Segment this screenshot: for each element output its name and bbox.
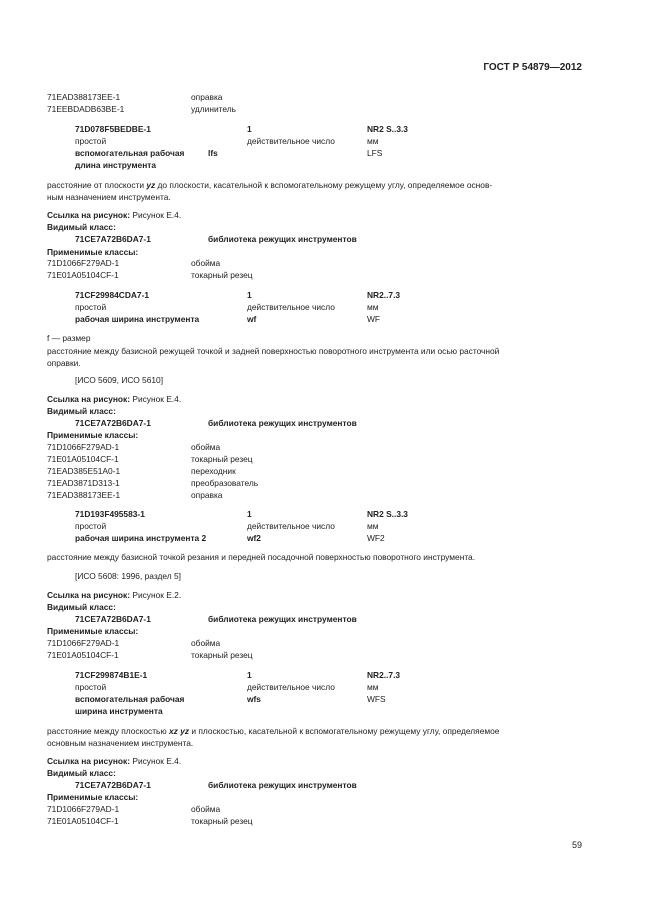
short-name: WF2 bbox=[367, 533, 385, 543]
class-code: 71E01A05104CF-1 bbox=[47, 816, 119, 826]
data-type: действительное число bbox=[247, 521, 335, 531]
class-name: оправка bbox=[191, 490, 223, 500]
visible-class-label: Видимый класс: bbox=[47, 602, 116, 612]
source-reference: [ИСО 5609, ИСО 5610] bbox=[75, 375, 164, 385]
short-name: WFS bbox=[367, 694, 386, 704]
class-name: преобразователь bbox=[191, 478, 259, 488]
unit: мм bbox=[367, 521, 379, 531]
property-code: 71CF29984CDA7-1 bbox=[75, 290, 150, 300]
class-code: 71EAD3871D313-1 bbox=[47, 478, 120, 488]
standard-header: ГОСТ Р 54879—2012 bbox=[483, 62, 582, 73]
data-type: действительное число bbox=[247, 302, 335, 312]
data-type: действительное число bbox=[247, 682, 335, 692]
visible-class-name: библиотека режущих инструментов bbox=[208, 234, 357, 244]
applicable-classes-label: Применимые классы: bbox=[47, 430, 139, 440]
preferred-symbol: wfs bbox=[247, 694, 261, 704]
property-type: простой bbox=[75, 136, 107, 146]
short-name: LFS bbox=[367, 148, 383, 158]
class-code: 71D1066F279AD-1 bbox=[47, 638, 120, 648]
class-name: токарный резец bbox=[191, 650, 253, 660]
class-code: 71E01A05104CF-1 bbox=[47, 454, 119, 464]
value-format: NR2 S..3.3 bbox=[367, 124, 408, 134]
class-name: оправка bbox=[191, 92, 223, 102]
figure-reference: Ссылка на рисунок: Рисунок Е.2. bbox=[47, 590, 182, 600]
short-name: WF bbox=[367, 314, 381, 324]
preferred-name: рабочая ширина инструмента 2 bbox=[75, 533, 207, 543]
preferred-symbol: lfs bbox=[208, 148, 218, 158]
figure-reference: Ссылка на рисунок: Рисунок Е.4. bbox=[47, 756, 182, 766]
class-name: переходник bbox=[191, 466, 236, 476]
preferred-name: вспомогательная рабочая bbox=[75, 148, 185, 158]
preferred-name: вспомогательная рабочая bbox=[75, 694, 185, 704]
property-code: 71D193F495583-1 bbox=[75, 509, 145, 519]
definition: расстояние между базисной точкой резания и передней посадочной поверхностью поворотного инструмента. bbox=[47, 552, 476, 562]
unit: мм bbox=[367, 682, 379, 692]
class-name: обойма bbox=[191, 804, 221, 814]
applicable-classes-label: Применимые классы: bbox=[47, 792, 139, 802]
note: f — размер bbox=[47, 333, 91, 343]
class-name: токарный резец bbox=[191, 454, 253, 464]
definition: расстояние между базисной режущей точкой и задней поверхностью поворотного инструмента или осью расточной оправки. bbox=[47, 346, 500, 368]
class-code: 71D1066F279AD-1 bbox=[47, 258, 120, 268]
visible-class-code: 71CE7A72B6DA7-1 bbox=[75, 234, 151, 244]
visible-class-label: Видимый класс: bbox=[47, 222, 116, 232]
unit: мм bbox=[367, 136, 379, 146]
applicable-classes-label: Применимые классы: bbox=[47, 626, 139, 636]
property-version: 1 bbox=[247, 124, 252, 134]
unit: мм bbox=[367, 302, 379, 312]
definition: расстояние от плоскости yz до плоскости, касательной к вспомогательному режущему углу, определяемое основ- ным назначением инструмента. bbox=[47, 180, 493, 202]
class-name: удлинитель bbox=[191, 104, 237, 114]
preferred-name-cont: длина инструмента bbox=[75, 160, 157, 170]
property-code: 71CF299874B1E-1 bbox=[75, 670, 148, 680]
class-name: токарный резец bbox=[191, 270, 253, 280]
class-name: токарный резец bbox=[191, 816, 253, 826]
class-code: 71EAD385E51A0-1 bbox=[47, 466, 121, 476]
data-type: действительное число bbox=[247, 136, 335, 146]
preferred-symbol: wf bbox=[247, 314, 257, 324]
class-name: обойма bbox=[191, 258, 221, 268]
definition: расстояние между плоскостью xz yz и плоскостью, касательной к вспомогательному режущему углу, определяемое основным назначением инструмента. bbox=[47, 726, 500, 748]
property-version: 1 bbox=[247, 670, 252, 680]
property-type: простой bbox=[75, 302, 107, 312]
property-code: 71D078F5BEDBE-1 bbox=[75, 124, 151, 134]
class-code: 71EAD388173EE-1 bbox=[47, 490, 121, 500]
visible-class-label: Видимый класс: bbox=[47, 768, 116, 778]
visible-class-name: библиотека режущих инструментов bbox=[208, 614, 357, 624]
class-name: обойма bbox=[191, 442, 221, 452]
visible-class-label: Видимый класс: bbox=[47, 406, 116, 416]
visible-class-code: 71CE7A72B6DA7-1 bbox=[75, 418, 151, 428]
visible-class-code: 71CE7A72B6DA7-1 bbox=[75, 614, 151, 624]
figure-reference: Ссылка на рисунок: Рисунок Е.4. bbox=[47, 210, 182, 220]
value-format: NR2..7.3 bbox=[367, 670, 401, 680]
visible-class-name: библиотека режущих инструментов bbox=[208, 418, 357, 428]
class-name: обойма bbox=[191, 638, 221, 648]
property-version: 1 bbox=[247, 509, 252, 519]
property-type: простой bbox=[75, 521, 107, 531]
value-format: NR2 S..3.3 bbox=[367, 509, 408, 519]
class-code: 71E01A05104CF-1 bbox=[47, 270, 119, 280]
property-version: 1 bbox=[247, 290, 252, 300]
value-format: NR2..7.3 bbox=[367, 290, 401, 300]
preferred-name: рабочая ширина инструмента bbox=[75, 314, 200, 324]
visible-class-code: 71CE7A72B6DA7-1 bbox=[75, 780, 151, 790]
class-code: 71D1066F279AD-1 bbox=[47, 442, 120, 452]
page-number: 59 bbox=[571, 840, 582, 850]
visible-class-name: библиотека режущих инструментов bbox=[208, 780, 357, 790]
source-reference: [ИСО 5608: 1996, раздел 5] bbox=[75, 571, 181, 581]
class-code: 71E01A05104CF-1 bbox=[47, 650, 119, 660]
figure-reference: Ссылка на рисунок: Рисунок Е.4. bbox=[47, 394, 182, 404]
preferred-name-cont: ширина инструмента bbox=[75, 706, 163, 716]
preferred-symbol: wf2 bbox=[247, 533, 261, 543]
class-code: 71EEBDADB63BE-1 bbox=[47, 104, 125, 114]
class-code: 71EAD388173EE-1 bbox=[47, 92, 121, 102]
applicable-classes-label: Применимые классы: bbox=[47, 247, 139, 257]
property-type: простой bbox=[75, 682, 107, 692]
class-code: 71D1066F279AD-1 bbox=[47, 804, 120, 814]
